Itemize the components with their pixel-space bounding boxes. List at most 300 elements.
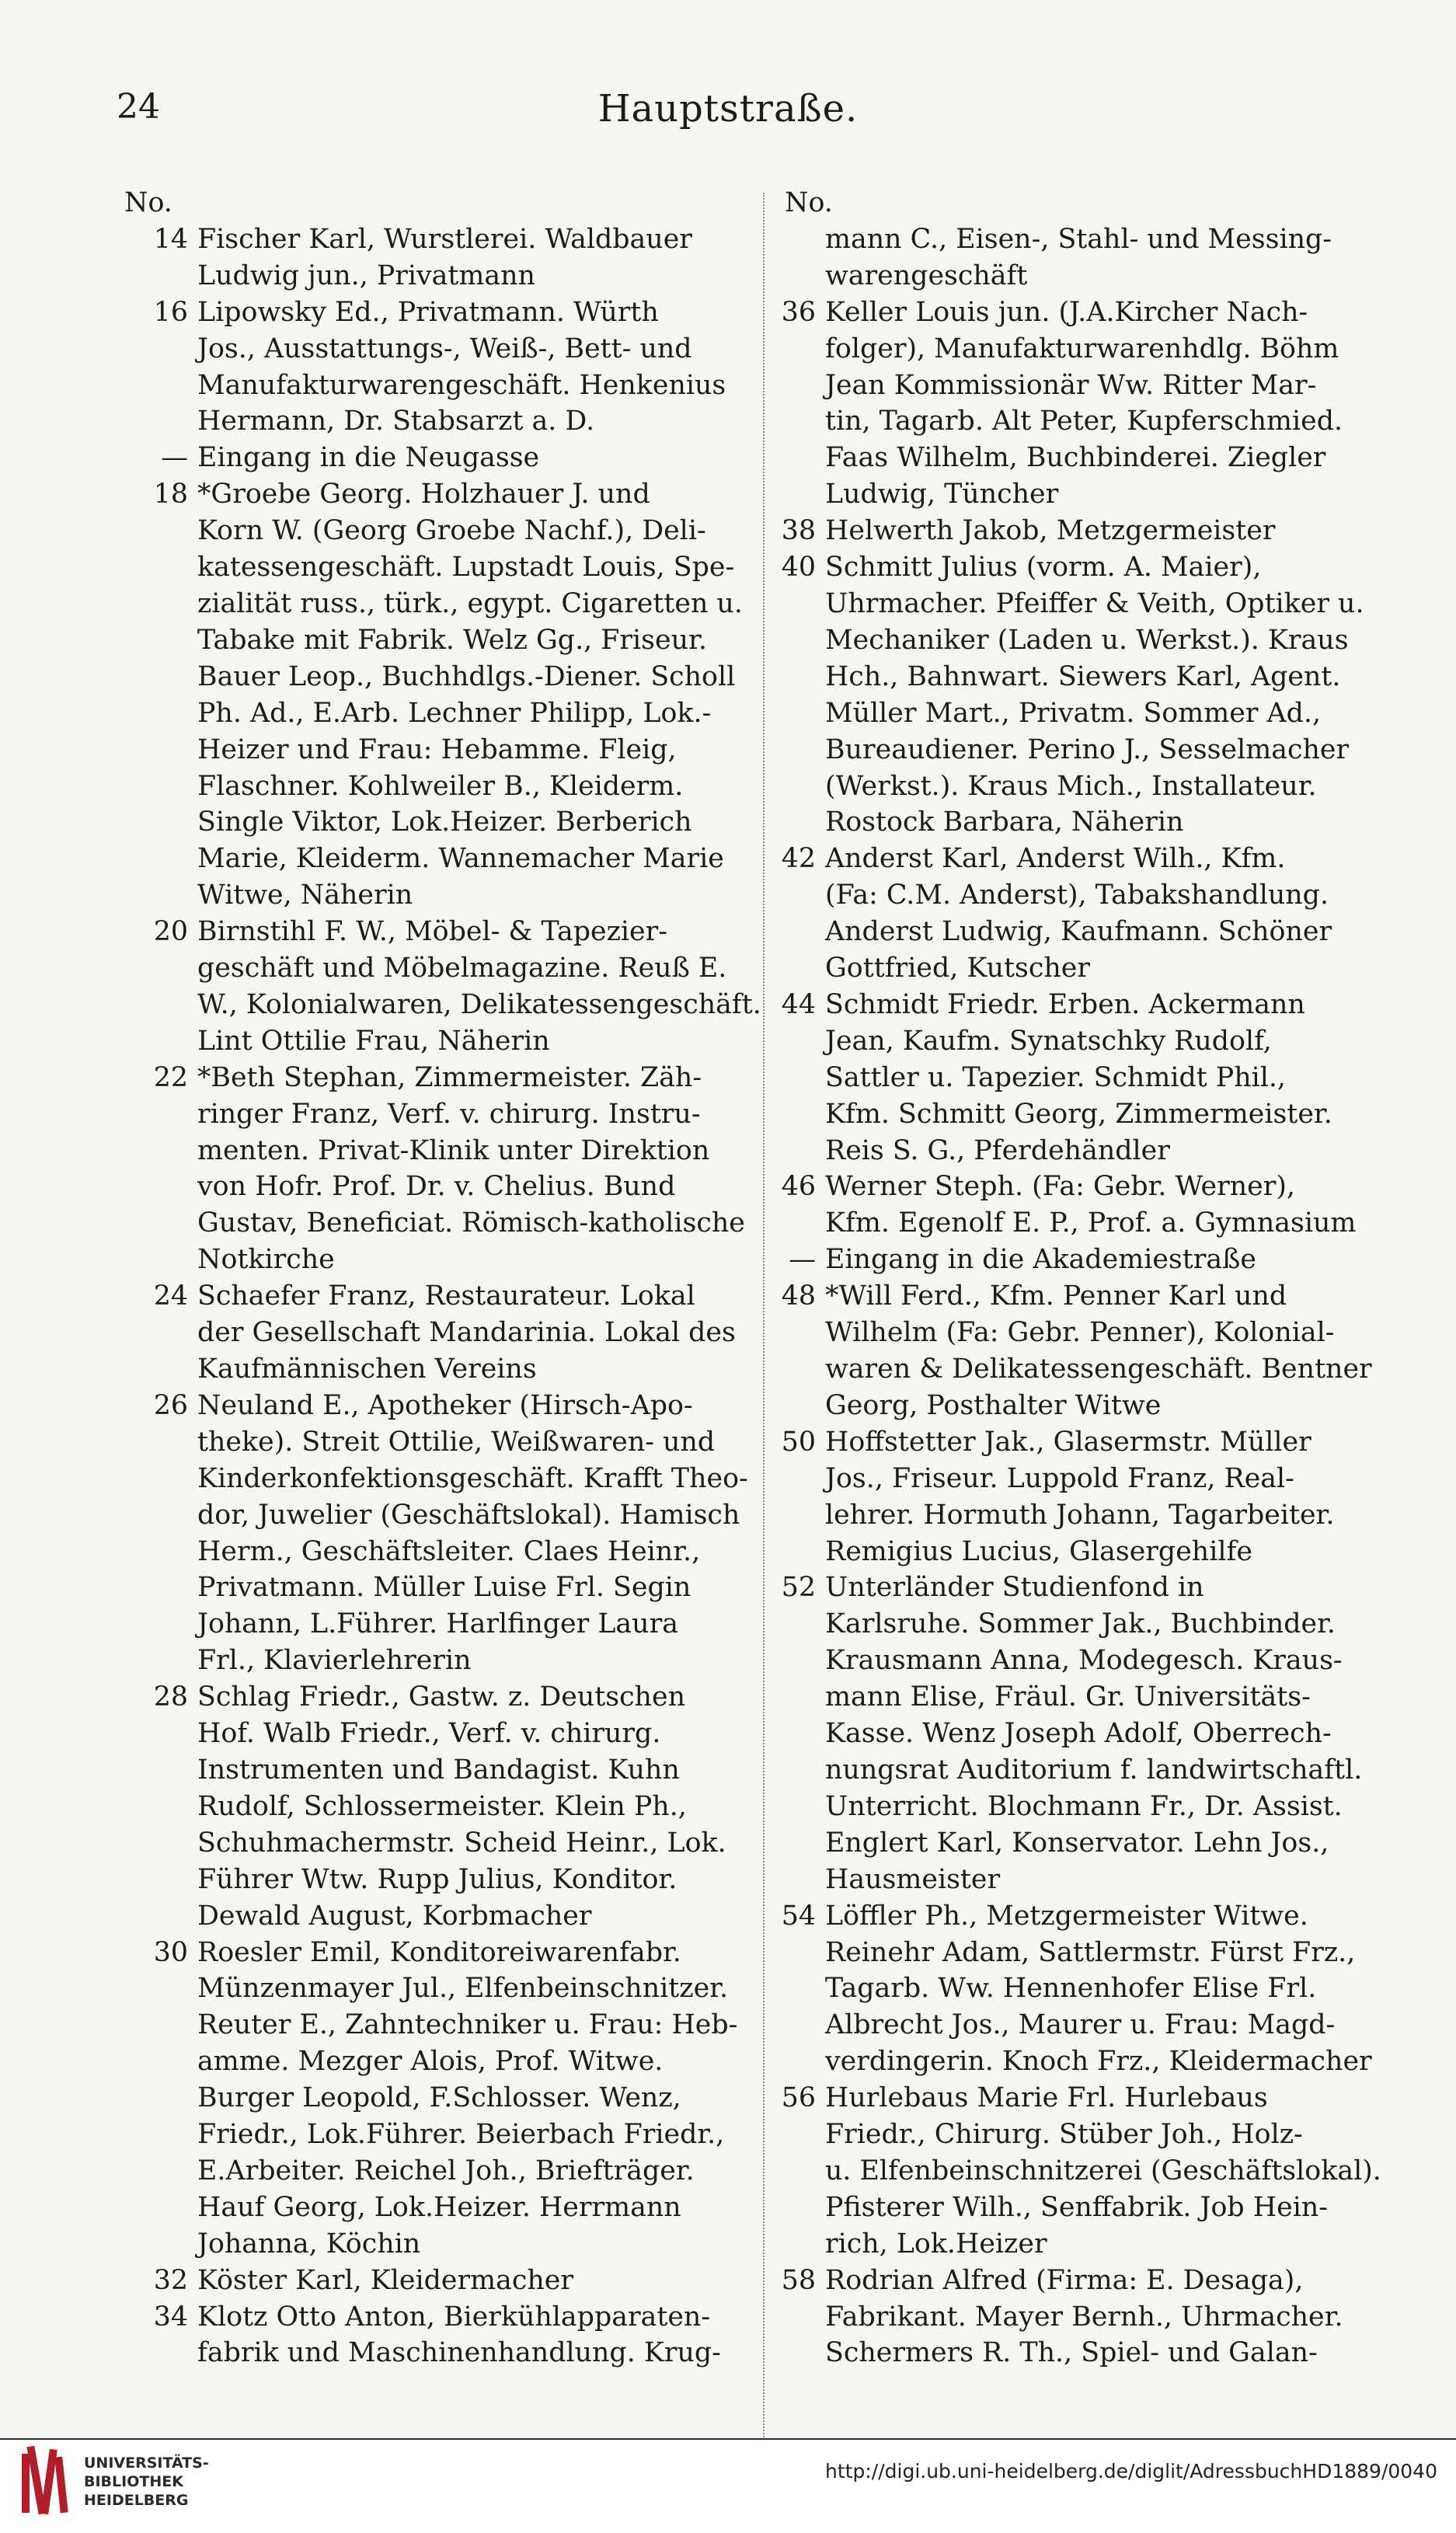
entry-text: Tagarb. Ww. Hennenhofer Elise Frl. — [825, 1973, 1317, 2005]
house-number — [777, 1388, 825, 1424]
house-number — [117, 549, 197, 586]
library-name-line: UNIVERSITÄTS- — [84, 2455, 209, 2472]
entry-text: Lipowsky Ed., Privatmann. Würth — [197, 296, 659, 328]
directory-line — [117, 1716, 786, 1752]
house-number: 46 — [781, 1171, 816, 1203]
entry-text: Unterricht. Blochmann Fr., Dr. Assist. — [825, 1790, 1343, 1822]
entry-text: Klotz Otto Anton, Bierkühlapparaten- — [197, 2301, 711, 2333]
directory-line — [777, 841, 1414, 877]
entry-text: Karlsruhe. Sommer Jak., Buchbinder. — [825, 1608, 1336, 1640]
directory-line — [117, 1278, 786, 1315]
directory-line — [777, 294, 1414, 331]
entry-text: Faas Wilhelm, Buchbinderei. Ziegler — [825, 442, 1326, 474]
house-number — [117, 513, 197, 549]
entry-text: Hof. Walb Friedr., Verf. v. chirurg. — [197, 1718, 661, 1750]
house-number — [117, 1606, 197, 1643]
house-number — [777, 2299, 825, 2336]
house-number — [777, 2043, 825, 2080]
directory-line — [117, 1242, 786, 1278]
directory-line — [117, 476, 786, 513]
directory-line — [117, 1133, 786, 1169]
directory-line — [117, 1096, 786, 1133]
house-number — [777, 1606, 825, 1643]
house-number — [117, 2335, 197, 2371]
entry-text: Krausmann Anna, Modegesch. Kraus- — [825, 1645, 1343, 1677]
house-number — [117, 732, 197, 768]
entry-text: Neuland E., Apotheker (Hirsch-Apo- — [197, 1389, 693, 1421]
house-number — [117, 258, 197, 294]
entry-text: Englert Karl, Konservator. Lehn Jos., — [825, 1827, 1329, 1859]
directory-line — [777, 659, 1414, 695]
entry-text: mann Elise, Fräul. Gr. Universitäts- — [825, 1681, 1311, 1713]
entry-text: Müller Mart., Privatm. Sommer Ad., — [825, 697, 1322, 729]
house-number: 14 — [153, 223, 188, 255]
entry-text: Hauf Georg, Lok.Heizer. Herrmann — [197, 2191, 681, 2223]
directory-line — [117, 221, 786, 258]
directory-line — [777, 1789, 1414, 1825]
house-number: 52 — [781, 1572, 816, 1604]
house-number — [777, 586, 825, 622]
house-number — [777, 1205, 825, 1242]
directory-line — [777, 1205, 1414, 1242]
house-number — [777, 1023, 825, 1060]
directory-line — [777, 221, 1414, 258]
directory-line — [777, 1752, 1414, 1789]
entry-text: Frl., Klavierlehrerin — [197, 1645, 472, 1677]
directory-line — [777, 2117, 1414, 2153]
directory-line — [117, 1169, 786, 1205]
house-number — [777, 768, 825, 805]
library-name — [84, 2454, 209, 2510]
house-number — [777, 1643, 825, 1679]
house-number — [777, 1133, 825, 1169]
entry-text: Keller Louis jun. (J.A.Kircher Nach- — [825, 296, 1308, 328]
entry-text: Helwerth Jakob, Metzgermeister — [825, 515, 1276, 547]
house-number — [777, 804, 825, 841]
house-number: 28 — [153, 1681, 188, 1713]
house-number — [777, 1789, 825, 1825]
directory-line — [777, 622, 1414, 659]
house-number — [777, 2153, 825, 2190]
directory-line — [777, 2043, 1414, 2080]
entry-text: Friedr., Chirurg. Stüber Joh., Holz- — [825, 2119, 1303, 2151]
right-column-heading: No. — [785, 187, 833, 218]
directory-line — [117, 695, 786, 732]
house-number — [117, 403, 197, 440]
entry-text: theke). Streit Ottilie, Weißwaren- und — [197, 1426, 716, 1458]
directory-line — [777, 1716, 1414, 1752]
entry-text: Anderst Ludwig, Kaufmann. Schöner — [825, 916, 1332, 948]
directory-line — [777, 1898, 1414, 1935]
entry-text: tin, Tagarb. Alt Peter, Kupferschmied. — [825, 406, 1343, 437]
house-number — [777, 1862, 825, 1898]
entry-text: Jean Kommissionär Ww. Ritter Mar- — [825, 369, 1317, 401]
house-number — [117, 1789, 197, 1825]
directory-line — [777, 1424, 1414, 1461]
entry-text: *Will Ferd., Kfm. Penner Karl und — [825, 1280, 1287, 1312]
entry-text: dor, Juwelier (Geschäftslokal). Hamisch — [197, 1499, 740, 1531]
house-number — [117, 987, 197, 1023]
entry-text: Notkirche — [197, 1244, 335, 1276]
entry-text: rich, Lok.Heizer — [825, 2228, 1047, 2259]
entry-text: Witwe, Näherin — [197, 880, 413, 911]
house-number — [117, 1205, 197, 1242]
entry-text: von Hofr. Prof. Dr. v. Chelius. Bund — [197, 1171, 676, 1203]
house-number — [117, 2043, 197, 2080]
directory-line — [777, 2335, 1414, 2371]
directory-line — [117, 622, 786, 659]
directory-line — [777, 914, 1414, 950]
house-number — [777, 914, 825, 950]
house-number — [117, 1351, 197, 1388]
house-number — [777, 950, 825, 987]
directory-line — [777, 258, 1414, 294]
entry-text: Schuhmachermstr. Scheid Heinr., Lok. — [197, 1827, 726, 1859]
house-number: — — [161, 442, 188, 474]
entry-text: (Werkst.). Kraus Mich., Installateur. — [825, 770, 1317, 802]
entry-text: Schermers R. Th., Spiel- und Galan- — [825, 2337, 1318, 2369]
directory-line — [777, 987, 1414, 1023]
directory-line — [117, 1315, 786, 1351]
entry-text: Fabrikant. Mayer Bernh., Uhrmacher. — [825, 2301, 1343, 2333]
directory-line — [117, 2263, 786, 2299]
house-number — [117, 877, 197, 914]
directory-line — [777, 1862, 1414, 1898]
house-number — [777, 659, 825, 695]
directory-line — [777, 403, 1414, 440]
directory-line — [117, 586, 786, 622]
directory-line — [777, 1534, 1414, 1570]
house-number: — — [789, 1244, 816, 1276]
directory-line — [777, 549, 1414, 586]
entry-text: Bauer Leop., Buchhdlgs.-Diener. Scholl — [197, 660, 736, 692]
directory-line — [777, 2007, 1414, 2043]
house-number — [777, 1315, 825, 1351]
house-number — [777, 1752, 825, 1789]
directory-line — [117, 1497, 786, 1534]
house-number — [117, 1752, 197, 1789]
source-url-link[interactable]: http://digi.ub.uni-heidelberg.de/diglit/AdressbuchHD1889/0040 — [825, 2460, 1437, 2482]
directory-line — [777, 2153, 1414, 2190]
directory-line — [117, 659, 786, 695]
entry-text: Johanna, Köchin — [197, 2228, 421, 2259]
entry-text: Single Viktor, Lok.Heizer. Berberich — [197, 807, 692, 838]
entry-text: Hermann, Dr. Stabsarzt a. D. — [197, 406, 595, 437]
entry-text: warengeschäft — [825, 260, 1028, 291]
directory-line — [117, 1570, 786, 1606]
directory-line — [117, 1643, 786, 1679]
house-number — [117, 2226, 197, 2263]
house-number — [777, 2226, 825, 2263]
entry-text: Kfm. Egenolf E. P., Prof. a. Gymnasium — [825, 1207, 1357, 1239]
directory-line — [117, 258, 786, 294]
directory-line — [777, 476, 1414, 513]
house-number — [117, 2007, 197, 2043]
house-number — [117, 1133, 197, 1169]
house-number — [117, 2117, 197, 2153]
entry-text: Instrumenten und Bandagist. Kuhn — [197, 1754, 680, 1786]
house-number — [777, 1497, 825, 1534]
house-number — [777, 258, 825, 294]
house-number — [777, 476, 825, 513]
house-number: 58 — [781, 2264, 816, 2296]
house-number — [777, 1935, 825, 1971]
house-number — [117, 1534, 197, 1570]
entry-text: Rudolf, Schlossermeister. Klein Ph., — [197, 1790, 687, 1822]
house-number — [117, 1643, 197, 1679]
house-number: 42 — [781, 843, 816, 875]
entry-text: Jean, Kaufm. Synatschky Rudolf, — [825, 1025, 1272, 1057]
right-column-entries — [777, 221, 1414, 2371]
directory-line — [117, 1752, 786, 1789]
house-number: 22 — [153, 1061, 188, 1093]
directory-line — [117, 1970, 786, 2007]
directory-line — [117, 2007, 786, 2043]
house-number: 32 — [153, 2264, 188, 2296]
house-number — [117, 1716, 197, 1752]
entry-text: Dewald August, Korbmacher — [197, 1900, 592, 1932]
directory-line — [777, 1679, 1414, 1716]
directory-line — [117, 440, 786, 476]
house-number — [777, 1534, 825, 1570]
house-number — [117, 2190, 197, 2226]
house-number — [777, 1096, 825, 1133]
directory-line — [777, 1242, 1414, 1278]
house-number — [117, 1862, 197, 1898]
house-number — [777, 1679, 825, 1716]
entry-text: menten. Privat-Klinik unter Direktion — [197, 1134, 710, 1166]
house-number — [117, 1570, 197, 1606]
directory-line — [117, 804, 786, 841]
entry-text: zialität russ., türk., egypt. Cigaretten u. — [197, 587, 743, 619]
entry-text: Schmitt Julius (vorm. A. Maier), — [825, 552, 1262, 584]
house-number — [117, 1898, 197, 1935]
entry-text: Reis S. G., Pferdehändler — [825, 1134, 1170, 1166]
directory-line — [117, 1461, 786, 1497]
directory-line — [777, 2080, 1414, 2117]
entry-text: waren & Delikatessengeschäft. Bentner — [825, 1354, 1372, 1385]
entry-text: Führer Wtw. Rupp Julius, Konditor. — [197, 1863, 677, 1895]
entry-text: Jos., Ausstattungs-, Weiß-, Bett- und — [197, 333, 692, 364]
house-number — [117, 2080, 197, 2117]
directory-line — [117, 1023, 786, 1060]
house-number — [777, 1060, 825, 1096]
directory-line — [777, 2190, 1414, 2226]
directory-line — [777, 1497, 1414, 1534]
directory-line — [117, 1825, 786, 1862]
entry-text: Schlag Friedr., Gastw. z. Deutschen — [197, 1681, 685, 1713]
house-number — [117, 1825, 197, 1862]
entry-text: u. Elfenbeinschnitzerei (Geschäftslokal). — [825, 2155, 1381, 2186]
directory-line — [777, 1606, 1414, 1643]
entry-text: Friedr., Lok.Führer. Beierbach Friedr., — [197, 2119, 725, 2151]
directory-line — [117, 768, 786, 805]
entry-text: Georg, Posthalter Witwe — [825, 1389, 1162, 1421]
directory-line — [117, 2153, 786, 2190]
entry-text: Hch., Bahnwart. Siewers Karl, Agent. — [825, 660, 1341, 692]
directory-line — [777, 1825, 1414, 1862]
entry-text: Roesler Emil, Konditoreiwarenfabr. — [197, 1936, 681, 1968]
entry-text: Mechaniker (Laden u. Werkst.). Kraus — [825, 624, 1349, 656]
entry-text: Sattler u. Tapezier. Schmidt Phil., — [825, 1061, 1286, 1093]
directory-line — [117, 1424, 786, 1461]
house-number — [117, 1169, 197, 1205]
entry-text: Kaufmännischen Vereins — [197, 1354, 537, 1385]
footer-bar — [0, 2440, 1456, 2533]
entry-text: Birnstihl F. W., Möbel- & Tapezier- — [197, 916, 668, 948]
directory-line — [117, 294, 786, 331]
house-number — [117, 1424, 197, 1461]
entry-text: nungsrat Auditorium f. landwirtschaftl. — [825, 1754, 1363, 1786]
house-number — [777, 440, 825, 476]
column-divider — [763, 193, 765, 2508]
entry-text: Kasse. Wenz Joseph Adolf, Oberrech- — [825, 1718, 1332, 1750]
directory-line — [117, 732, 786, 768]
entry-text: Anderst Karl, Anderst Wilh., Kfm. — [825, 843, 1286, 875]
house-number: 20 — [153, 916, 188, 948]
directory-line — [777, 1060, 1414, 1096]
entry-text: W., Kolonialwaren, Delikatessengeschäft. — [197, 988, 761, 1020]
entry-text: ringer Franz, Verf. v. chirurg. Instru- — [197, 1098, 701, 1130]
directory-line — [777, 1023, 1414, 1060]
entry-text: *Groebe Georg. Holzhauer J. und — [197, 479, 650, 510]
house-number — [777, 1970, 825, 2007]
directory-line — [777, 1935, 1414, 1971]
house-number — [777, 368, 825, 404]
house-number: 24 — [153, 1280, 188, 1312]
house-number: 18 — [153, 479, 188, 510]
entry-text: Köster Karl, Kleidermacher — [197, 2264, 573, 2296]
house-number: 40 — [781, 552, 816, 584]
house-number — [777, 2117, 825, 2153]
entry-text: Hausmeister — [825, 1863, 1001, 1895]
entry-text: Rostock Barbara, Näherin — [825, 807, 1184, 838]
house-number — [117, 768, 197, 805]
directory-line — [117, 1935, 786, 1971]
entry-text: Burger Leopold, F.Schlosser. Wenz, — [197, 2082, 681, 2114]
directory-line — [777, 1278, 1414, 1315]
directory-line — [777, 950, 1414, 987]
directory-line — [117, 331, 786, 368]
entry-text: E.Arbeiter. Reichel Joh., Briefträger. — [197, 2155, 695, 2186]
entry-text: Löffler Ph., Metzgermeister Witwe. — [825, 1900, 1308, 1932]
directory-line — [777, 1169, 1414, 1205]
entry-text: verdingerin. Knoch Frz., Kleidermacher — [825, 2046, 1372, 2078]
directory-line — [777, 768, 1414, 805]
directory-line — [117, 513, 786, 549]
entry-text: Ludwig jun., Privatmann — [197, 260, 535, 291]
directory-line — [777, 1570, 1414, 1606]
directory-line — [777, 732, 1414, 768]
house-number: 26 — [153, 1389, 188, 1421]
house-number — [117, 1242, 197, 1278]
entry-text: mann C., Eisen-, Stahl- und Messing- — [825, 223, 1332, 255]
entry-text: lehrer. Hormuth Johann, Tagarbeiter. — [825, 1499, 1335, 1531]
house-number — [117, 841, 197, 877]
directory-line — [777, 2226, 1414, 2263]
house-number — [777, 2007, 825, 2043]
entry-text: Johann, L.Führer. Harlfinger Laura — [197, 1608, 678, 1640]
house-number — [777, 403, 825, 440]
entry-text: Gottfried, Kutscher — [825, 953, 1090, 984]
directory-line — [777, 2263, 1414, 2299]
entry-text: Eingang in die Neugasse — [197, 442, 540, 474]
left-column-entries — [117, 221, 786, 2371]
house-number — [777, 331, 825, 368]
house-number — [117, 1461, 197, 1497]
entry-text: Hurlebaus Marie Frl. Hurlebaus — [825, 2082, 1268, 2114]
directory-line — [117, 1205, 786, 1242]
entry-text: Lint Ottilie Frau, Näherin — [197, 1025, 550, 1057]
entry-text: Pfisterer Wilh., Senffabrik. Job Hein- — [825, 2191, 1329, 2223]
entry-text: Schaefer Franz, Restaurateur. Lokal — [197, 1280, 695, 1312]
directory-line — [117, 2117, 786, 2153]
directory-line — [777, 1388, 1414, 1424]
house-number — [117, 586, 197, 622]
entry-text: Manufakturwarengeschäft. Henkenius — [197, 369, 726, 401]
entry-text: Schmidt Friedr. Erben. Ackermann — [825, 988, 1305, 1020]
directory-line — [117, 987, 786, 1023]
directory-line — [777, 1315, 1414, 1351]
entry-text: Remigius Lucius, Glasergehilfe — [825, 1535, 1252, 1567]
directory-line — [117, 1534, 786, 1570]
house-number — [117, 1023, 197, 1060]
left-column — [117, 185, 786, 2371]
house-number — [117, 659, 197, 695]
house-number — [777, 622, 825, 659]
entry-text: folger), Manufakturwarenhdlg. Böhm — [825, 333, 1339, 364]
page-number: 24 — [117, 87, 160, 127]
house-number — [777, 1351, 825, 1388]
entry-text: Reuter E., Zahntechniker u. Frau: Heb- — [197, 2009, 738, 2041]
house-number: 34 — [153, 2301, 188, 2333]
directory-line — [777, 1461, 1414, 1497]
directory-line — [117, 1898, 786, 1935]
directory-line — [777, 440, 1414, 476]
directory-line — [117, 1862, 786, 1898]
directory-line — [777, 368, 1414, 404]
directory-line — [117, 2335, 786, 2371]
entry-text: Marie, Kleiderm. Wannemacher Marie — [197, 843, 724, 875]
entry-text: Werner Steph. (Fa: Gebr. Werner), — [825, 1171, 1295, 1203]
entry-text: Fischer Karl, Wurstlerei. Waldbauer — [197, 223, 692, 255]
entry-text: Flaschner. Kohlweiler B., Kleiderm. — [197, 770, 684, 802]
house-number — [777, 1461, 825, 1497]
house-number — [117, 622, 197, 659]
directory-line — [117, 2190, 786, 2226]
entry-text: Eingang in die Akademiestraße — [825, 1244, 1256, 1276]
directory-line — [117, 1351, 786, 1388]
entry-text: Unterländer Studienfond in — [825, 1572, 1204, 1604]
house-number — [117, 368, 197, 404]
entry-text: *Beth Stephan, Zimmermeister. Zäh- — [197, 1061, 702, 1093]
entry-text: der Gesellschaft Mandarinia. Lokal des — [197, 1317, 736, 1349]
house-number — [777, 1825, 825, 1862]
directory-line — [117, 1789, 786, 1825]
entry-text: fabrik und Maschinenhandlung. Krug- — [197, 2337, 721, 2369]
directory-line — [117, 2080, 786, 2117]
directory-line — [777, 586, 1414, 622]
entry-text: Reinehr Adam, Sattlermstr. Fürst Frz., — [825, 1936, 1356, 1968]
entry-text: Ph. Ad., E.Arb. Lechner Philipp, Lok.- — [197, 697, 712, 729]
entry-text: (Fa: C.M. Anderst), Tabakshandlung. — [825, 880, 1329, 911]
entry-text: Ludwig, Tüncher — [825, 479, 1059, 510]
entry-text: Rodrian Alfred (Firma: E. Desaga), — [825, 2264, 1304, 2296]
house-number — [117, 804, 197, 841]
entry-text: Korn W. (Georg Groebe Nachf.), Deli- — [197, 515, 706, 547]
entry-text: Heizer und Frau: Hebamme. Fleig, — [197, 733, 677, 765]
directory-line — [117, 841, 786, 877]
